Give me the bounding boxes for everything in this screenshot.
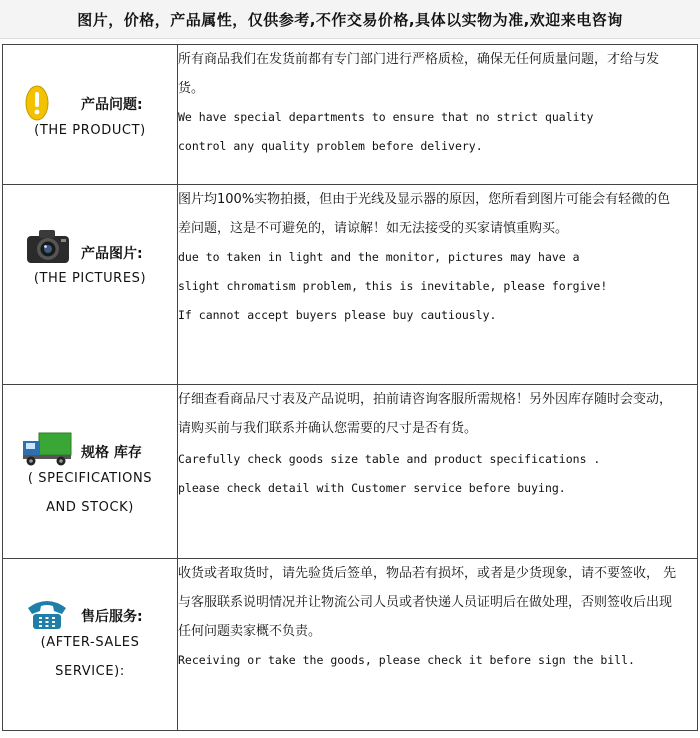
label-en: (THE PRODUCT): [34, 123, 146, 138]
en-line: Carefully check goods size table and product specifications .: [178, 452, 601, 466]
table-row: [3, 385, 698, 559]
label-en: ( SPECIFICATIONS: [27, 471, 153, 486]
row-label-product: [3, 45, 178, 185]
camera-icon: [25, 227, 71, 269]
telephone-icon: [25, 597, 69, 635]
row-label-pictures: [3, 185, 178, 385]
en-line: If cannot accept buyers please buy cautiously.: [178, 308, 497, 322]
zh-description: 仔细查看商品尺寸表及产品说明，拍前请咨询客服所需规格！另外因库存随时会变动，请购买前与我们联系并确认您需要的尺寸是否有货。: [178, 392, 673, 436]
row-content-specs: [178, 385, 698, 559]
exclamation-icon: [25, 85, 49, 125]
table-row: [3, 45, 698, 185]
label-zh: 产品问题:: [81, 97, 143, 113]
row-content-pictures: [178, 185, 698, 385]
en-line: control any quality problem before delivery.: [178, 139, 483, 153]
en-line: due to taken in light and the monitor, pictures may have a: [178, 250, 580, 264]
label-en-2: SERVICE):: [55, 664, 125, 679]
label-zh: 产品图片:: [81, 246, 143, 262]
info-table: [2, 44, 698, 731]
table-row: [3, 559, 698, 731]
label-en: (THE PICTURES): [33, 271, 147, 286]
label-en: (AFTER-SALES: [40, 635, 140, 650]
en-line: slight chromatism problem, this is inevitable, please forgive!: [178, 279, 608, 293]
truck-icon: [21, 431, 73, 471]
row-label-specs: [3, 385, 178, 559]
en-line: please check detail with Customer service before buying.: [178, 481, 566, 495]
zh-description: 所有商品我们在发货前都有专门部门进行严格质检，确保无任何质量问题，才给与发货。: [178, 52, 660, 96]
row-content-aftersales: [178, 559, 698, 731]
label-zh: 规格 库存: [81, 445, 142, 461]
en-line: We have special departments to ensure that no strict quality: [178, 110, 594, 124]
row-label-aftersales: [3, 559, 178, 731]
table-row: [3, 185, 698, 385]
zh-description: 图片均100%实物拍摄，但由于光线及显示器的原因，您所看到图片可能会有轻微的色差问题，这是不可避免的，请谅解！如无法接受的买家请慎重购买。: [178, 192, 671, 236]
zh-description: 收货或者取货时，请先验货后签单，物品若有损坏，或者是少货现象，请不要签收， 先与客服联系说明情况并让物流公司人员或者快递人员证明后在做处理，否则签收后出现任何问题卖家概不负责。: [178, 566, 677, 639]
label-zh: 售后服务:: [81, 609, 143, 625]
row-content-product: [178, 45, 698, 185]
label-en-2: AND STOCK): [46, 500, 134, 515]
notice-text: 图片，价格，产品属性，仅供参考,不作交易价格,具体以实物为准,欢迎来电咨询: [77, 11, 623, 29]
notice-header: [0, 0, 700, 39]
en-line: Receiving or take the goods, please check it before sign the bill.: [178, 653, 635, 667]
